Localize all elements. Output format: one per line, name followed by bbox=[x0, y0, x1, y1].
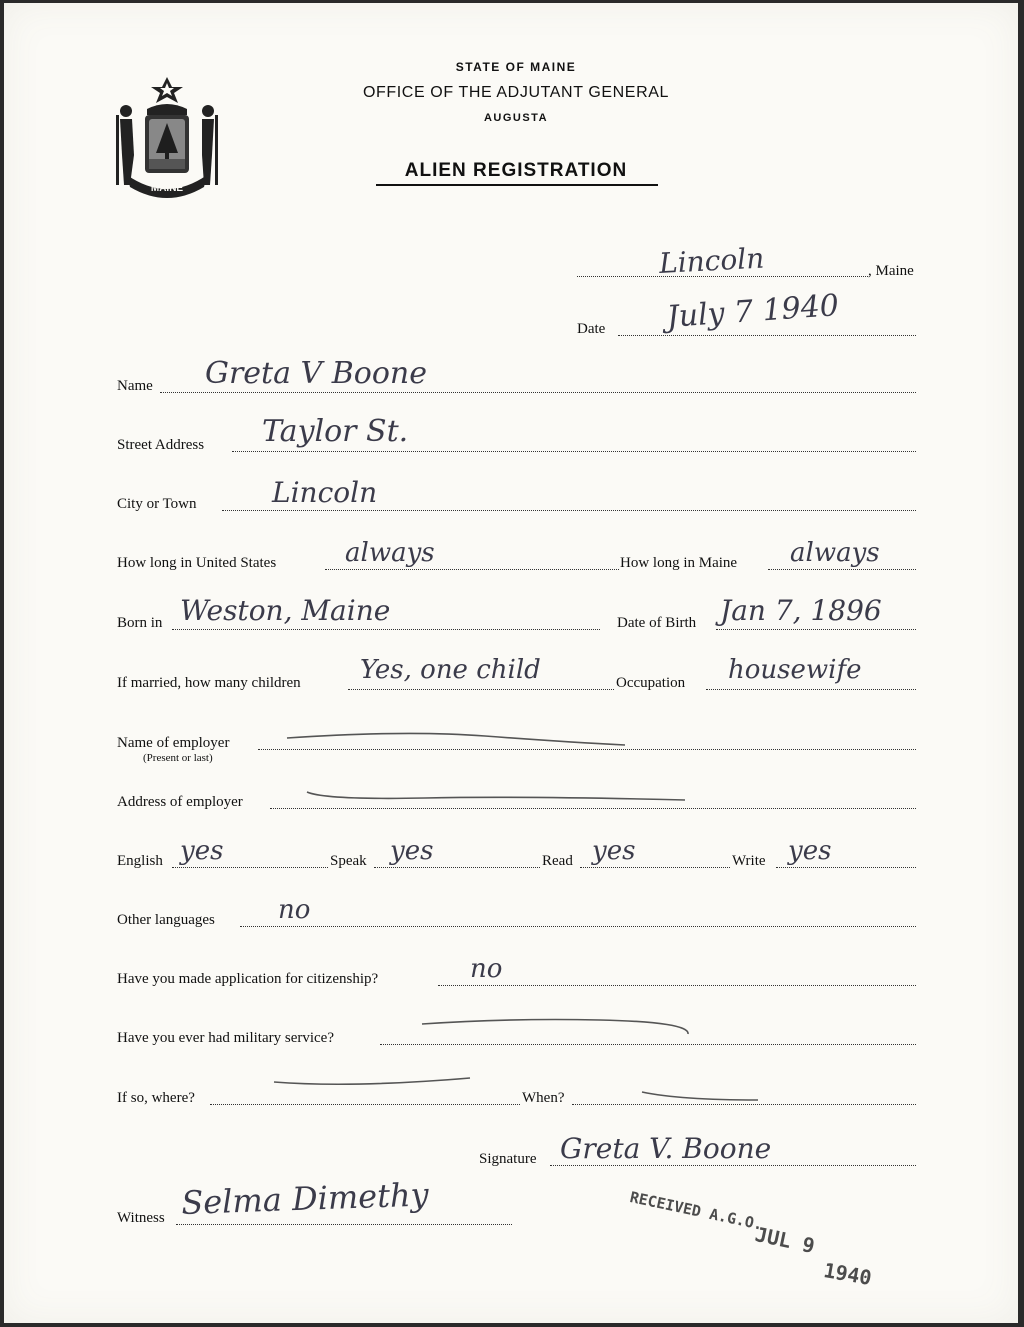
name-label: Name bbox=[117, 378, 153, 394]
date-entry: July 7 1940 bbox=[665, 288, 840, 335]
write-label: Write bbox=[732, 853, 766, 869]
employer-sublabel: (Present or last) bbox=[143, 752, 213, 764]
us-duration-label: How long in United States bbox=[117, 555, 277, 571]
born-in-line bbox=[172, 629, 600, 630]
citizenship-entry: no bbox=[470, 954, 503, 984]
speak-line bbox=[374, 867, 540, 868]
occupation-line bbox=[706, 689, 916, 690]
employer-blank-stroke bbox=[285, 730, 630, 750]
date-label: Date bbox=[577, 321, 606, 337]
write-line bbox=[776, 867, 916, 868]
english-label: English bbox=[117, 853, 163, 869]
signature-entry: Greta V. Boone bbox=[560, 1132, 772, 1165]
witness-label: Witness bbox=[117, 1210, 165, 1226]
header-state: STATE OF MAINE bbox=[455, 60, 577, 74]
when-blank-stroke bbox=[640, 1088, 760, 1106]
employer-label: Name of employer bbox=[117, 735, 230, 751]
children-line bbox=[348, 689, 614, 690]
place-entry: Lincoln bbox=[658, 241, 765, 280]
city-label: City or Town bbox=[117, 496, 197, 512]
other-languages-line bbox=[240, 926, 916, 927]
place-suffix: , Maine bbox=[868, 263, 914, 279]
born-in-entry: Weston, Maine bbox=[180, 594, 391, 627]
read-line bbox=[580, 867, 730, 868]
employer-address-blank-stroke bbox=[305, 788, 690, 808]
witness-entry: Selma Dimethy bbox=[180, 1175, 430, 1222]
maine-duration-label: How long in Maine bbox=[620, 555, 738, 571]
street-address-line bbox=[232, 451, 916, 452]
date-line bbox=[618, 335, 916, 336]
when-label: When? bbox=[522, 1090, 565, 1106]
read-label: Read bbox=[542, 853, 573, 869]
other-languages-entry: no bbox=[278, 895, 311, 925]
employer-address-line bbox=[270, 808, 916, 809]
dob-label: Date of Birth bbox=[617, 615, 697, 631]
us-duration-entry: always bbox=[345, 538, 435, 568]
military-blank-stroke bbox=[420, 1014, 690, 1038]
received-stamp-date: JUL 9 bbox=[753, 1222, 817, 1258]
street-address-entry: Taylor St. bbox=[262, 414, 409, 449]
children-label: If married, how many children bbox=[117, 675, 301, 691]
where-label: If so, where? bbox=[117, 1090, 195, 1106]
name-line bbox=[160, 392, 916, 393]
born-in-label: Born in bbox=[117, 615, 163, 631]
english-entry: yes bbox=[180, 836, 224, 866]
read-entry: yes bbox=[592, 836, 636, 866]
other-languages-label: Other languages bbox=[117, 912, 215, 928]
us-duration-line bbox=[325, 569, 619, 570]
name-entry: Greta V Boone bbox=[205, 356, 427, 391]
maine-duration-line bbox=[768, 569, 916, 570]
form-title: ALIEN REGISTRATION bbox=[404, 160, 628, 181]
military-label: Have you ever had military service? bbox=[117, 1030, 334, 1046]
signature-line bbox=[550, 1165, 916, 1166]
speak-label: Speak bbox=[330, 853, 367, 869]
citizenship-label: Have you made application for citizenship? bbox=[117, 971, 379, 987]
dob-entry: Jan 7, 1896 bbox=[720, 594, 882, 627]
seal-motto: MAINE bbox=[150, 183, 184, 194]
header-office: OFFICE OF THE ADJUTANT GENERAL bbox=[362, 84, 670, 101]
military-line bbox=[380, 1044, 916, 1045]
received-stamp-year: 1940 bbox=[821, 1258, 874, 1291]
children-entry: Yes, one child bbox=[360, 655, 541, 685]
received-stamp: RECEIVED A.G.O. bbox=[628, 1188, 765, 1234]
occupation-entry: housewife bbox=[728, 655, 862, 685]
header-city: AUGUSTA bbox=[483, 112, 549, 124]
dob-line bbox=[716, 629, 916, 630]
city-line bbox=[222, 510, 916, 511]
english-line bbox=[172, 867, 328, 868]
where-blank-stroke bbox=[272, 1072, 472, 1090]
speak-entry: yes bbox=[390, 836, 434, 866]
witness-line bbox=[176, 1224, 512, 1225]
employer-address-label: Address of employer bbox=[117, 794, 243, 810]
occupation-label: Occupation bbox=[616, 675, 686, 691]
where-line bbox=[210, 1104, 520, 1105]
citizenship-line bbox=[438, 985, 916, 986]
maine-duration-entry: always bbox=[790, 538, 880, 568]
signature-label: Signature bbox=[479, 1151, 537, 1167]
title-underline bbox=[376, 184, 658, 186]
city-entry: Lincoln bbox=[272, 476, 378, 509]
street-address-label: Street Address bbox=[117, 437, 205, 453]
write-entry: yes bbox=[788, 836, 832, 866]
